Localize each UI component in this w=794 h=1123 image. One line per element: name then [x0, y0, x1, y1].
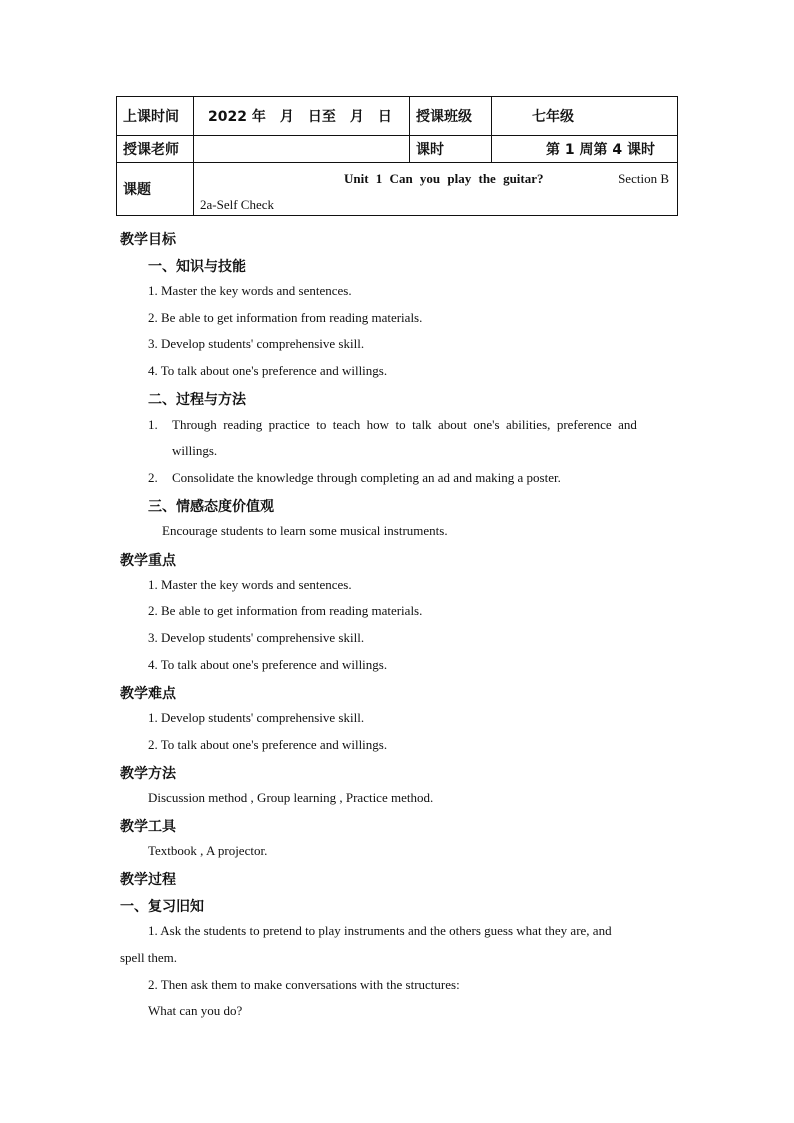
question-text: What can you do?: [148, 1003, 243, 1018]
tools-heading: 教学工具: [120, 819, 176, 835]
list-item: 4. To talk about one's preference and willings.: [148, 363, 388, 378]
tools-text: Textbook , A projector.: [148, 843, 268, 858]
process-item-2-text: Consolidate the knowledge through completing an ad and making a poster.: [172, 470, 561, 485]
table-row: [117, 136, 678, 163]
class-group-label: 授课班级: [410, 97, 492, 136]
procedure-heading: 教学过程: [120, 872, 176, 888]
list-item: 2. Be able to get information from reading materials.: [148, 603, 423, 618]
methods-text: Discussion method , Group learning , Practice method.: [148, 790, 434, 805]
objectives-heading: 教学目标: [120, 232, 176, 248]
process-item-1-num: 1.: [148, 417, 158, 432]
review-heading: 一、复习旧知: [120, 899, 204, 915]
process-item-2-num: 2.: [148, 470, 158, 485]
list-item: 3. Develop students' comprehensive skill.: [148, 630, 365, 645]
list-item: 1. Master the key words and sentences.: [148, 283, 352, 298]
list-item: 4. To talk about one's preference and willings.: [148, 657, 388, 672]
period-label: 课时: [410, 136, 492, 163]
list-item: 2. To talk about one's preference and willings.: [148, 737, 388, 752]
topic-section: Section B: [618, 171, 669, 186]
table-row: [117, 163, 678, 216]
topic-unit: Unit 1 Can you play the guitar?: [344, 171, 544, 186]
period-value: 第 1 周第 4 课时: [492, 136, 678, 163]
key-points-heading: 教学重点: [120, 553, 176, 569]
process-item-1-line1: [172, 417, 675, 433]
process-item-1-text: Through reading practice to teach how to talk about one's abilities, preference and: [172, 417, 637, 432]
teacher-label: 授课老师: [117, 136, 194, 163]
lesson-info-table: [116, 96, 678, 216]
step-1-line1: 1. Ask the students to pretend to play instruments and the others guess what they are, and: [148, 923, 612, 938]
list-item: 1. Develop students' comprehensive skill.: [148, 710, 365, 725]
process-heading: 二、过程与方法: [148, 392, 246, 408]
topic-label: 课题: [117, 163, 194, 216]
step-1-line2: spell them.: [120, 950, 178, 965]
class-time-label: 上课时间: [117, 97, 194, 136]
teacher-value: [194, 136, 410, 163]
emotion-heading: 三、情感态度价值观: [148, 499, 274, 515]
methods-heading: 教学方法: [120, 766, 176, 782]
class-time-value: 2022 年 月 日至 月 日: [194, 97, 410, 136]
difficulties-heading: 教学难点: [120, 686, 176, 702]
table-row: [117, 97, 678, 136]
class-group-value: 七年级: [492, 97, 678, 136]
topic-sub: 2a-Self Check: [200, 197, 275, 212]
list-item: 3. Develop students' comprehensive skill.: [148, 336, 365, 351]
step-2: 2. Then ask them to make conversations with the structures:: [148, 977, 460, 992]
knowledge-heading: 一、知识与技能: [148, 259, 246, 275]
process-item-1-line2: willings.: [172, 443, 218, 458]
list-item: 1. Master the key words and sentences.: [148, 577, 352, 592]
list-item: 2. Be able to get information from reading materials.: [148, 310, 423, 325]
emotion-text: Encourage students to learn some musical instruments.: [162, 523, 448, 538]
topic-cell: [194, 163, 678, 216]
